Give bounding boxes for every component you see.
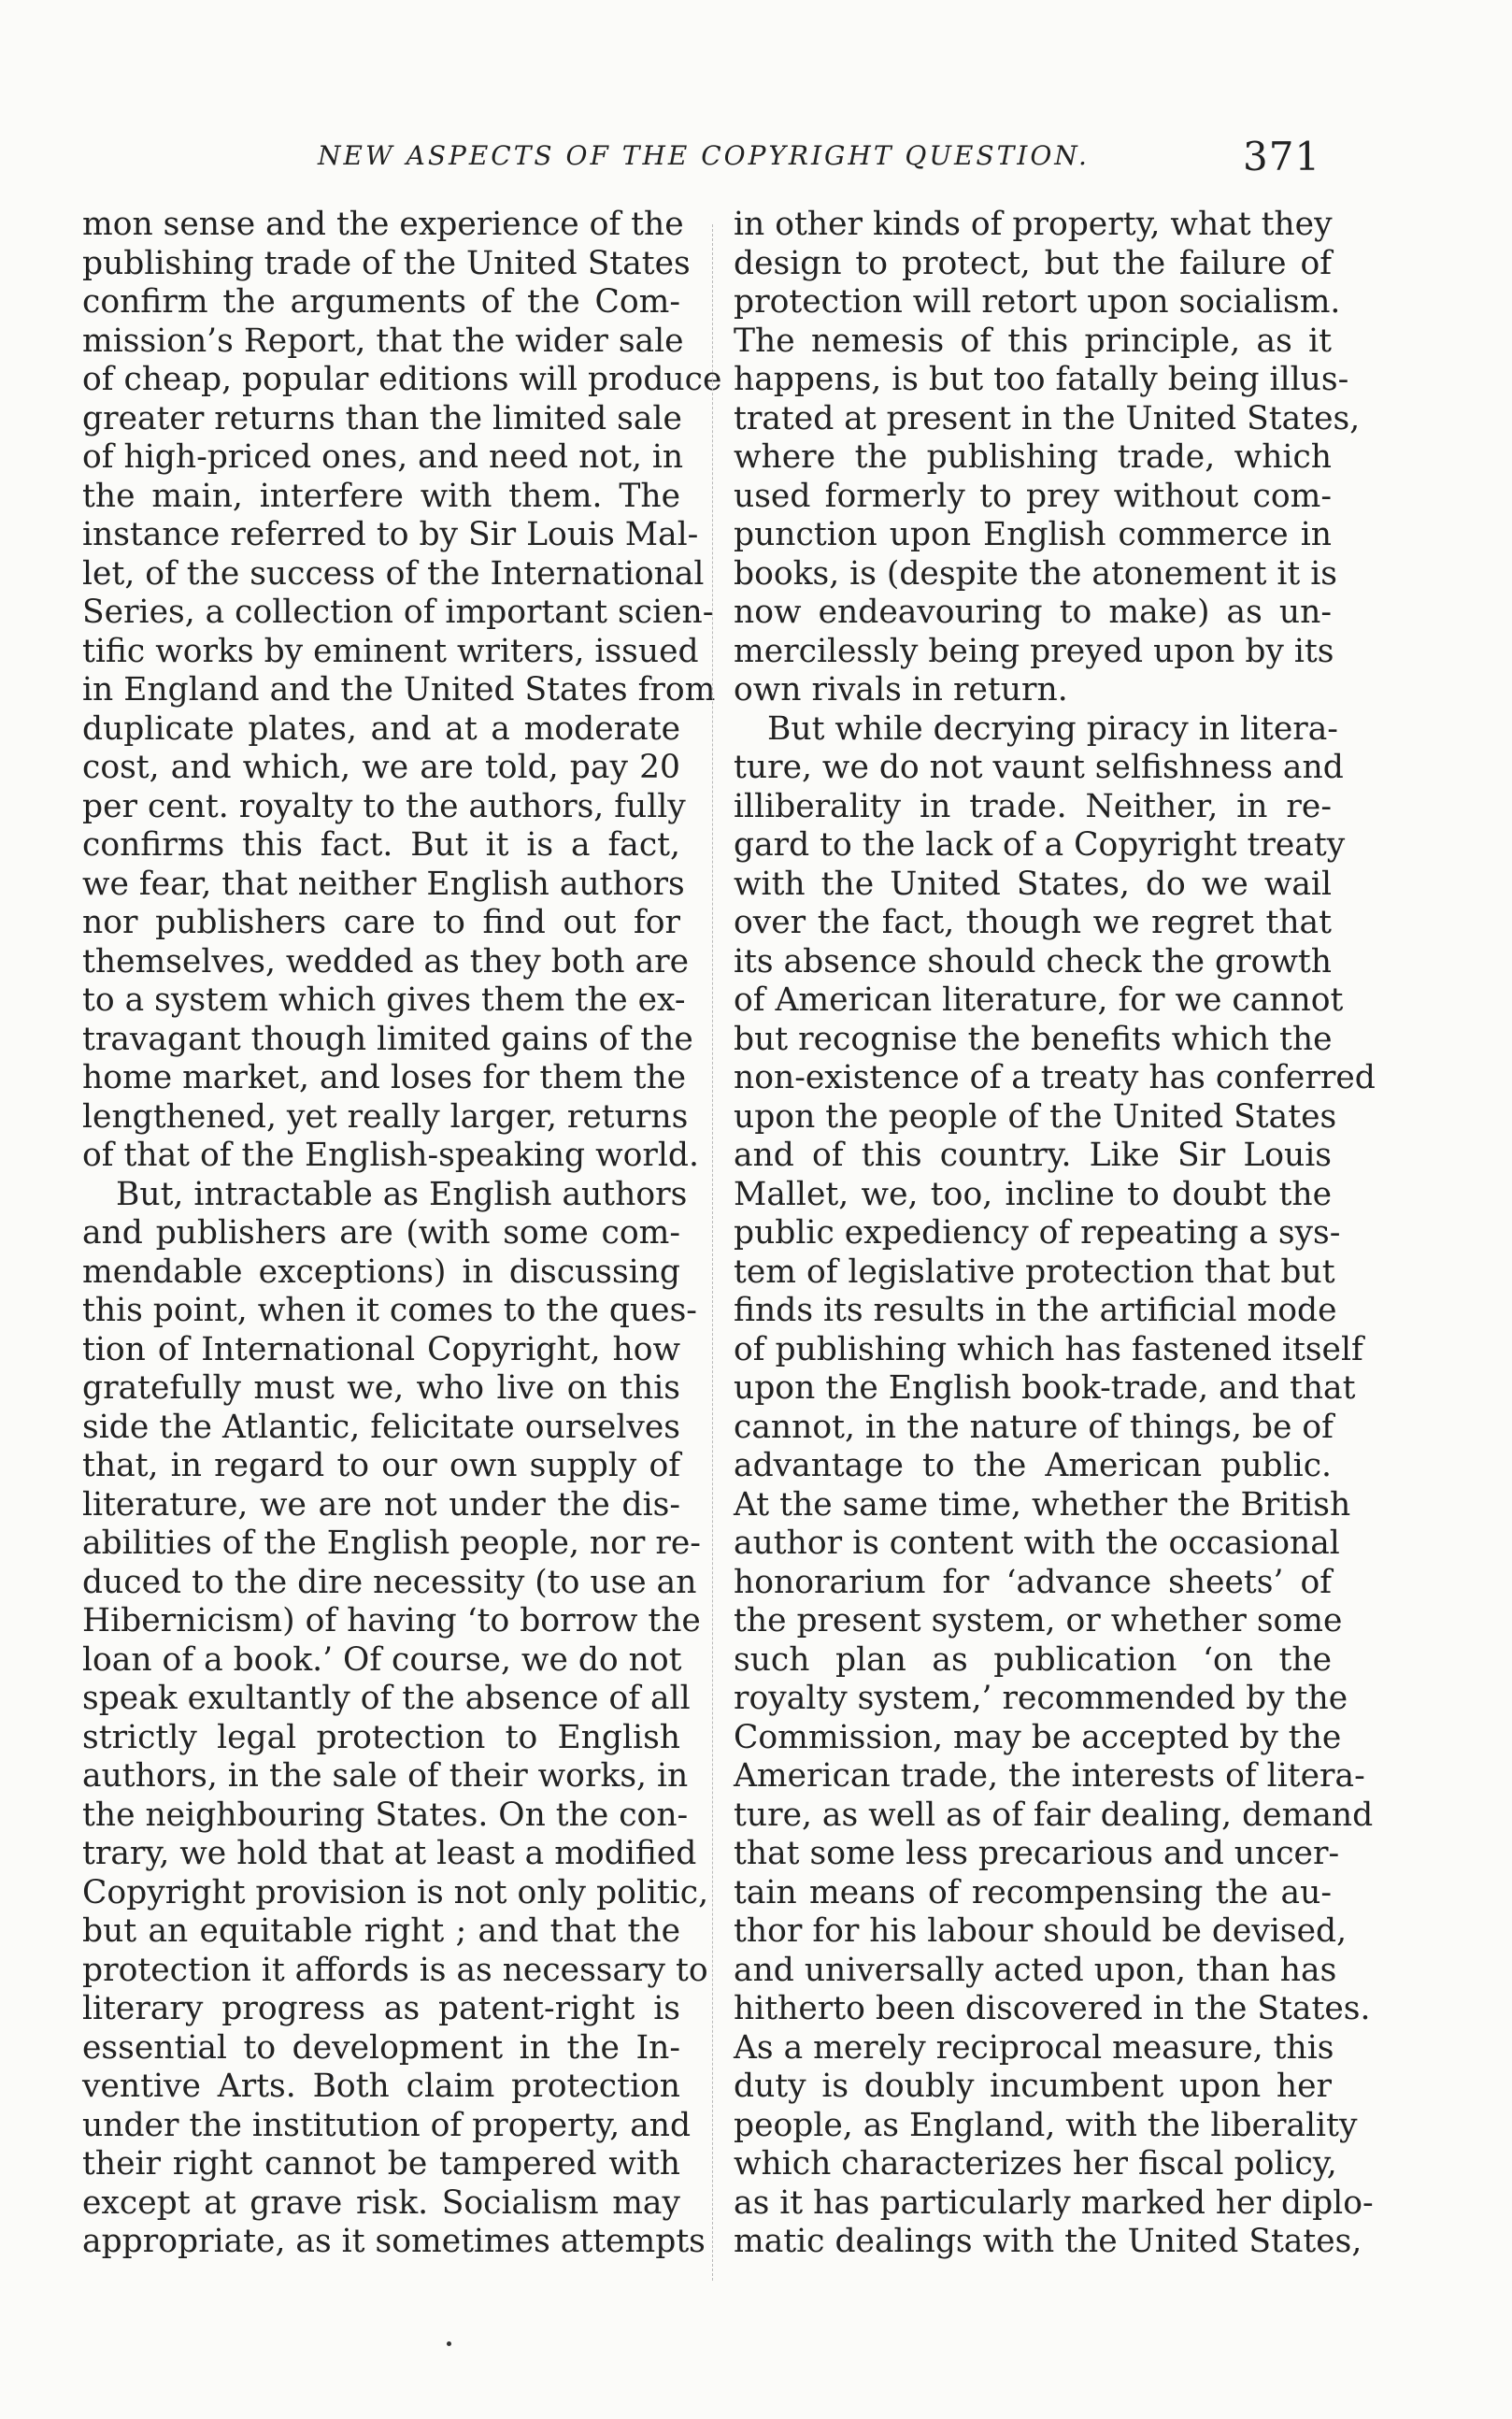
text-line: this point, when it comes to the ques- xyxy=(82,1292,697,1329)
text-line: authors, in the sale of their works, in xyxy=(82,1757,689,1795)
text-line: trated at present in the United States, xyxy=(734,399,1361,437)
text-line: protection will retort upon socialism. xyxy=(734,283,1341,321)
text-line: tion of International Copyright, how xyxy=(82,1330,680,1368)
text-line: non-existence of a treaty has conferred xyxy=(734,1059,1376,1096)
text-line: duty is doubly incumbent upon her xyxy=(734,2068,1332,2105)
text-line: At the same time, whether the British xyxy=(734,1485,1351,1524)
text-line: but an equitable right ; and that the xyxy=(82,1912,680,1950)
text-line: Mallet, we, too, incline to doubt the xyxy=(734,1175,1332,1213)
text-line: literature, we are not under the dis- xyxy=(82,1485,680,1524)
text-line: cost, and which, we are told, pay 20 xyxy=(82,749,680,786)
text-line: but recognise the benefits which the xyxy=(734,1020,1333,1058)
text-line: Commission, may be accepted by the xyxy=(734,1718,1342,1756)
text-line: author is content with the occasional xyxy=(734,1524,1340,1562)
text-line: mendable exceptions) in discussing xyxy=(82,1252,680,1291)
text-line: that, in regard to our own supply of xyxy=(82,1447,680,1484)
text-line: people, as England, with the liberality xyxy=(734,2106,1358,2144)
text-line: over the fact, though we regret that xyxy=(734,904,1332,941)
text-line: ventive Arts. Both claim protection xyxy=(82,2068,680,2105)
text-line: Hibernicism) of having ‘to borrow the xyxy=(82,1602,701,1639)
text-line: used formerly to prey without com- xyxy=(734,477,1332,515)
right-text-column xyxy=(734,206,1376,2262)
text-line: But while decrying piracy in litera- xyxy=(767,709,1338,748)
text-line: hitherto been discovered in the States. xyxy=(734,1990,1371,2027)
text-line: royalty system,’ recommended by the xyxy=(734,1680,1348,1717)
text-line: tific works by eminent writers, issued xyxy=(82,632,699,670)
page-number: 371 xyxy=(1243,134,1321,179)
text-line: let, of the success of the International xyxy=(82,554,705,593)
running-head-title: NEW ASPECTS OF THE COPYRIGHT QUESTION. xyxy=(318,140,1090,171)
text-line: of publishing which has fastened itself xyxy=(734,1330,1363,1368)
text-line: matic dealings with the United States, xyxy=(734,2223,1362,2260)
text-line: we fear, that neither English authors xyxy=(82,865,685,903)
text-line: lengthened, yet really larger, returns xyxy=(82,1097,689,1136)
text-line: of that of the English-speaking world. xyxy=(82,1137,699,1174)
text-line: essential to development in the In- xyxy=(82,2028,680,2067)
text-line: advantage to the American public. xyxy=(734,1447,1332,1484)
text-line: speak exultantly of the absence of all xyxy=(82,1680,691,1717)
text-line: Copyright provision is not only politic, xyxy=(82,1873,709,1911)
text-line: the neighbouring States. On the con- xyxy=(82,1796,689,1834)
text-line: upon the English book-trade, and that xyxy=(734,1369,1356,1407)
text-line: where the publishing trade, which xyxy=(734,438,1332,476)
text-line: books, is (despite the atonement it is xyxy=(734,554,1337,593)
text-line: and of this country. Like Sir Louis xyxy=(734,1137,1332,1174)
text-line: ture, we do not vaunt selfishness and xyxy=(734,749,1344,786)
column-divider xyxy=(712,224,713,2281)
text-line: finds its results in the artificial mode xyxy=(734,1292,1337,1329)
text-line: The nemesis of this principle, as it xyxy=(734,322,1332,360)
text-line: that some less precarious and uncer- xyxy=(734,1835,1340,1872)
text-line: happens, is but too fatally being illus- xyxy=(734,361,1349,398)
text-line: own rivals in return. xyxy=(734,671,1068,709)
text-line: appropriate, as it sometimes attempts xyxy=(82,2223,706,2260)
text-line: ture, as well as of fair dealing, demand xyxy=(734,1796,1374,1834)
text-line: of high-priced ones, and need not, in xyxy=(82,438,684,476)
text-line: in England and the United States from xyxy=(82,671,716,709)
text-line: duplicate plates, and at a moderate xyxy=(82,709,680,748)
text-line: trary, we hold that at least a modified xyxy=(82,1835,697,1872)
text-line: confirms this fact. But it is a fact, xyxy=(82,826,680,864)
text-line: its absence should check the growth xyxy=(734,942,1332,980)
text-line: gard to the lack of a Copyright treaty xyxy=(734,826,1346,864)
text-line: now endeavouring to make) as un- xyxy=(734,594,1332,631)
text-line: of cheap, popular editions will produce xyxy=(82,361,722,398)
text-line: punction upon English commerce in xyxy=(734,516,1332,553)
text-line: which characterizes her fiscal policy, xyxy=(734,2145,1337,2183)
text-line: mercilessly being preyed upon by its xyxy=(734,632,1334,670)
text-line: except at grave risk. Socialism may xyxy=(82,2183,680,2222)
text-line: upon the people of the United States xyxy=(734,1097,1337,1136)
text-line: to a system which gives them the ex- xyxy=(82,981,686,1019)
text-line: strictly legal protection to English xyxy=(82,1718,680,1756)
text-line: themselves, wedded as they both are xyxy=(82,942,690,980)
text-line: nor publishers care to find out for xyxy=(82,904,680,941)
text-line: of American literature, for we cannot xyxy=(734,981,1344,1019)
text-line: design to protect, but the failure of xyxy=(734,244,1332,282)
text-line: mission’s Report, that the wider sale xyxy=(82,322,684,360)
text-line: with the United States, do we wail xyxy=(734,865,1332,903)
text-line: Series, a collection of important scien- xyxy=(82,594,714,631)
text-line: illiberality in trade. Neither, in re- xyxy=(734,787,1332,825)
text-line: But, intractable as English authors xyxy=(116,1175,688,1213)
text-line: as it has particularly marked her diplo- xyxy=(734,2183,1374,2222)
text-line: their right cannot be tampered with xyxy=(82,2145,680,2183)
text-line: under the institution of property, and xyxy=(82,2106,692,2144)
text-line: home market, and loses for them the xyxy=(82,1059,687,1096)
text-line: the main, interfere with them. The xyxy=(82,477,680,515)
text-line: thor for his labour should be devised, xyxy=(734,1912,1348,1950)
text-line: abilities of the English people, nor re- xyxy=(82,1524,701,1562)
text-line: tain means of recompensing the au- xyxy=(734,1873,1332,1911)
left-text-column xyxy=(82,206,722,2262)
text-line: mon sense and the experience of the xyxy=(82,206,684,243)
text-line: loan of a book.’ Of course, we do not xyxy=(82,1640,682,1679)
text-line: cannot, in the nature of things, be of xyxy=(734,1408,1334,1446)
text-line: tem of legislative protection that but xyxy=(734,1252,1335,1291)
text-line: per cent. royalty to the authors, fully xyxy=(82,787,686,825)
text-line: such plan as publication ‘on the xyxy=(734,1640,1332,1679)
text-line: literary progress as patent-right is xyxy=(82,1990,680,2027)
text-line: public expediency of repeating a sys- xyxy=(734,1214,1341,1252)
text-line: publishing trade of the United States xyxy=(82,244,691,282)
text-line: travagant though limited gains of the xyxy=(82,1020,693,1058)
text-line: and publishers are (with some com- xyxy=(82,1214,680,1252)
text-line: and universally acted upon, than has xyxy=(734,1951,1337,1989)
ink-speck xyxy=(447,2341,451,2346)
text-line: greater returns than the limited sale xyxy=(82,399,682,437)
text-line: duced to the dire necessity (to use an xyxy=(82,1563,697,1601)
text-line: side the Atlantic, felicitate ourselves xyxy=(82,1408,680,1446)
text-line: instance referred to by Sir Louis Mal- xyxy=(82,516,699,553)
text-line: the present system, or whether some xyxy=(734,1602,1343,1639)
text-line: honorarium for ‘advance sheets’ of xyxy=(734,1563,1332,1601)
text-line: protection it affords is as necessary to xyxy=(82,1951,708,1989)
text-line: in other kinds of property, what they xyxy=(734,206,1333,243)
text-line: American trade, the interests of litera- xyxy=(734,1757,1365,1795)
text-line: As a merely reciprocal measure, this xyxy=(734,2028,1334,2067)
text-line: confirm the arguments of the Com- xyxy=(82,283,680,321)
text-line: gratefully must we, who live on this xyxy=(82,1369,680,1407)
